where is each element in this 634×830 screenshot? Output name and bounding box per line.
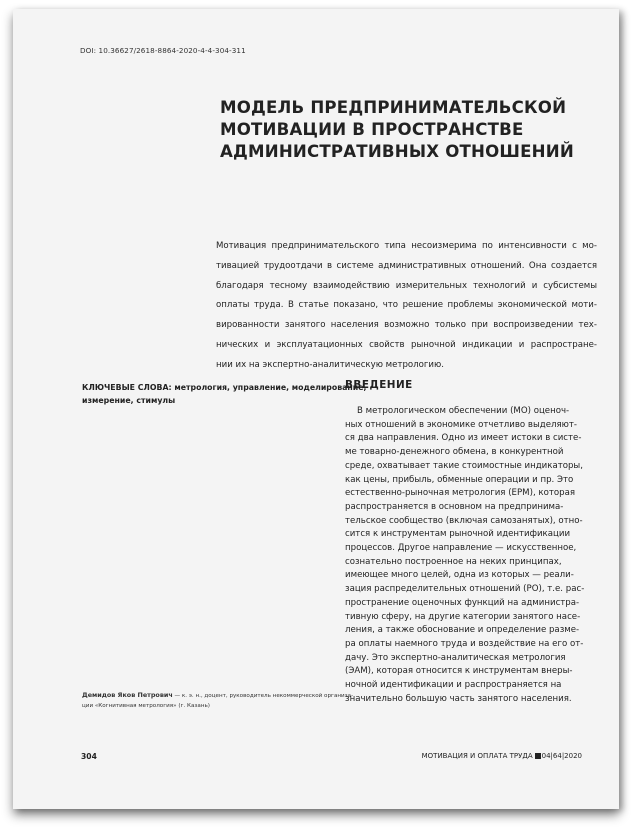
body-line: ся два направления. Одно из имеет истоки в систе- bbox=[345, 433, 582, 444]
document-page bbox=[13, 9, 619, 809]
abstract-line: тивацией трудоотдачи в системе административных отношений. Она создается bbox=[216, 260, 597, 271]
journal-issue: 04|64|2020 bbox=[541, 752, 582, 760]
body-line: В метрологическом обеспечении (МО) оценоч- bbox=[357, 406, 570, 416]
body-line: ночной идентификации и распространяется на bbox=[345, 680, 562, 691]
abstract-line: оплаты труда. В статье показано, что решение проблемы экономической моти- bbox=[216, 300, 597, 311]
journal-name: МОТИВАЦИЯ И ОПЛАТА ТРУДА bbox=[421, 752, 533, 760]
body-line: ме товарно-денежного обмена, в конкурентной bbox=[345, 447, 564, 458]
author-details: — к. э. н., доцент, руководитель некоммерческой организа- bbox=[172, 693, 354, 699]
body-line: зация распределительных отношений (РО), т.е. рас- bbox=[345, 584, 585, 595]
body-line: естественно-рыночная метрология (ЕРМ), которая bbox=[345, 488, 576, 499]
author-line-1 bbox=[82, 690, 354, 701]
body-line: распространяется в основном на предпринима- bbox=[345, 501, 564, 512]
abstract-line: вированности занятого населения возможно только при воспроизведении тех- bbox=[216, 320, 597, 331]
title-line: АДМИНИСТРАТИВНЫХ ОТНОШЕНИЙ bbox=[220, 142, 574, 161]
author-line-2: ции «Когнитивная метрология» (г. Казань) bbox=[82, 703, 210, 709]
article-title bbox=[220, 97, 580, 163]
body-line: сится к инструментам рыночной идентификации bbox=[345, 529, 571, 540]
body-line: тельское сообщество (включая самозанятых), отно- bbox=[345, 515, 583, 526]
abstract bbox=[216, 237, 597, 376]
abstract-line: нии их на экспертно-аналитическую метрологию. bbox=[216, 359, 444, 370]
title-line: МОДЕЛЬ ПРЕДПРИНИМАТЕЛЬСКОЙ bbox=[220, 98, 567, 117]
section-heading: ВВЕДЕНИЕ bbox=[345, 379, 413, 391]
body-line: процессов. Другое направление — искусственное, bbox=[345, 543, 577, 554]
author-info bbox=[82, 690, 354, 711]
body-line: ра оплаты наемного труда и воздействие на его от- bbox=[345, 638, 584, 649]
title-line: МОТИВАЦИИ В ПРОСТРАНСТВЕ bbox=[220, 120, 524, 139]
body-line: ления, а также обоснование и определение разме- bbox=[345, 625, 580, 636]
abstract-line: благодаря тесному взаимодействию измерительных технологий и субсистемы bbox=[216, 280, 597, 291]
body-line: ных отношений в экономике отчетливо выделяют- bbox=[345, 419, 577, 430]
journal-footer bbox=[422, 752, 582, 760]
doi-label: DOI: 10.36627/2618-8864-2020-4-4-304-311 bbox=[80, 46, 246, 55]
body-line: среде, охватывает такие стоимостные индикаторы, bbox=[345, 460, 583, 471]
body-line: сознательно построенное на неких принципах, bbox=[345, 556, 562, 567]
body-line: имеющее много целей, одна из которых — реали- bbox=[345, 570, 574, 581]
abstract-line: Мотивация предпринимательского типа несоизмерима по интенсивности с мо- bbox=[216, 241, 597, 251]
body-line: пространение оценочных функций на администра- bbox=[345, 597, 580, 608]
body-line: как цены, прибыль, обменные операции и пр. Это bbox=[345, 474, 574, 485]
body-text bbox=[345, 405, 599, 706]
page-number: 304 bbox=[81, 752, 97, 761]
square-separator-icon bbox=[535, 753, 541, 759]
body-line: (ЭАМ), которая относится к инструментам внеры- bbox=[345, 666, 573, 677]
keywords-line: измерение, стимулы bbox=[82, 395, 176, 405]
body-line: значительно большую часть занятого населения. bbox=[345, 693, 572, 704]
keywords bbox=[82, 382, 367, 407]
body-line: тивную сферу, на другие категории занятого насе- bbox=[345, 611, 581, 622]
author-name: Демидов Яков Петрович bbox=[82, 691, 173, 699]
keywords-line: КЛЮЧЕВЫЕ СЛОВА: метрология, управление, моделирование, bbox=[82, 383, 367, 392]
body-line: дачу. Это экспертно-аналитическая метрология bbox=[345, 652, 566, 663]
abstract-line: нических и эксплуатационных свойств рыночной индикации и распростране- bbox=[216, 339, 597, 350]
